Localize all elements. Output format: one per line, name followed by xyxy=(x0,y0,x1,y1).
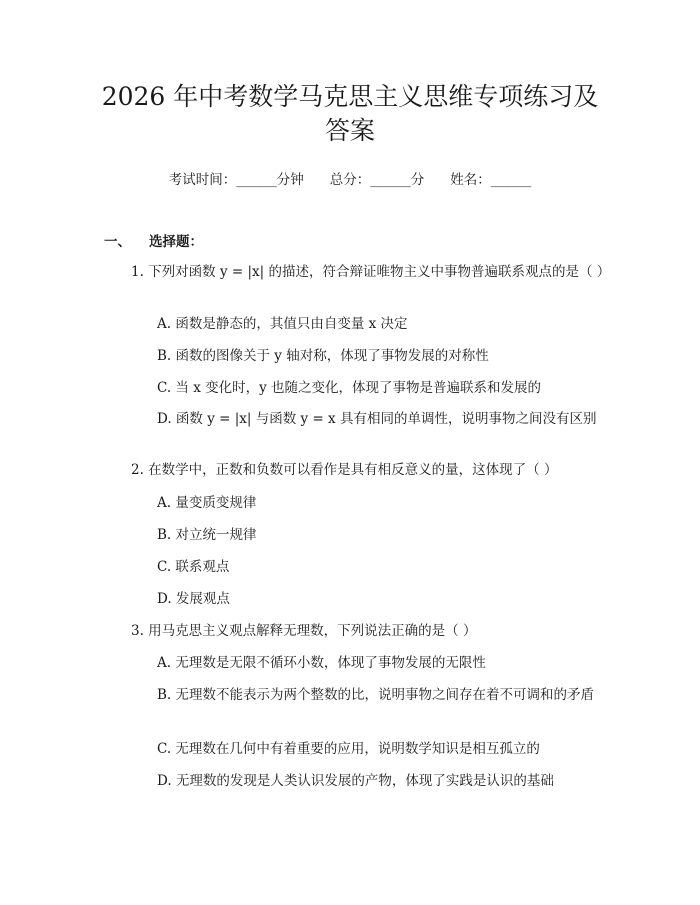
question-1-option-d: D. 函数 y = |x| 与函数 y = x 具有相同的单调性，说明事物之间没有区别 xyxy=(157,411,597,427)
question-1-option-a: A. 函数是静态的，其值只由自变量 x 决定 xyxy=(157,316,408,332)
name-label: 姓名： xyxy=(450,172,491,188)
question-1-option-b: B. 函数的图像关于 y 轴对称，体现了事物发展的对称性 xyxy=(157,348,489,364)
score-unit: 分 xyxy=(410,172,425,188)
score-label: 总分： xyxy=(329,172,371,188)
question-2-option-b: B. 对立统一规律 xyxy=(157,527,257,543)
title-line-2: 答案 xyxy=(324,116,375,145)
time-label: 考试时间： xyxy=(168,172,237,188)
section-number: 一、 xyxy=(104,234,131,250)
score-blank: ______ xyxy=(370,172,411,188)
section-heading xyxy=(104,230,203,250)
question-1-stem: 1. 下列对函数 y = |x| 的描述，符合辩证唯物主义中事物普遍联系观点的是（ ） xyxy=(131,264,611,280)
question-1-option-c: C. 当 x 变化时，y 也随之变化，体现了事物是普遍联系和发展的 xyxy=(157,380,542,396)
question-3-option-a: A. 无理数是无限不循环小数，体现了事物发展的无限性 xyxy=(157,655,486,671)
exam-info-row xyxy=(0,168,700,188)
question-3-option-c: C. 无理数在几何中有着重要的应用，说明数学知识是相互孤立的 xyxy=(157,741,540,757)
question-2-option-c: C. 联系观点 xyxy=(157,559,230,575)
page-title xyxy=(90,80,610,148)
title-line-1: 2026 年中考数学马克思主义思维专项练习及 xyxy=(101,82,599,111)
question-3-option-b: B. 无理数不能表示为两个整数的比，说明事物之间存在着不可调和的矛盾 xyxy=(157,687,595,703)
question-2-stem: 2. 在数学中，正数和负数可以看作是具有相反意义的量，这体现了（ ） xyxy=(131,462,558,478)
name-blank: ______ xyxy=(490,172,532,188)
question-2-option-a: A. 量变质变规律 xyxy=(157,495,257,511)
question-3-option-d: D. 无理数的发现是人类认识发展的产物，体现了实践是认识的基础 xyxy=(157,773,554,789)
question-3-stem: 3. 用马克思主义观点解释无理数，下列说法正确的是（ ） xyxy=(131,623,477,639)
section-title: 选择题： xyxy=(149,234,203,250)
time-unit: 分钟 xyxy=(276,172,304,188)
question-2-option-d: D. 发展观点 xyxy=(157,591,230,607)
time-blank: ______ xyxy=(236,172,277,188)
